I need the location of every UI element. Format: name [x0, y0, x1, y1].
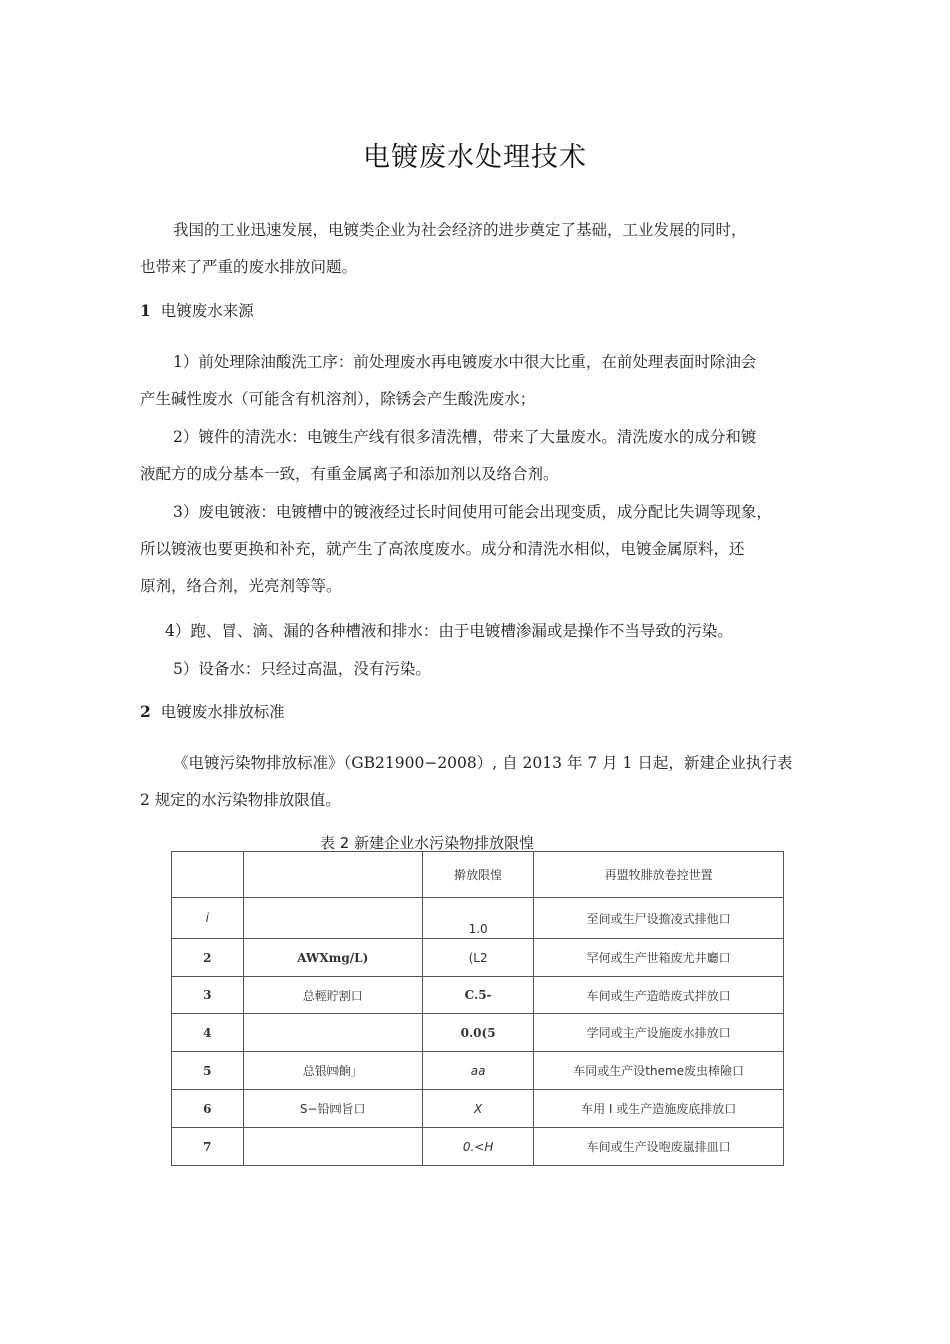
section-title: 电镀废水排放标准: [160, 703, 285, 721]
table-cell: 总輕貯割口: [243, 977, 422, 1014]
table-cell: 车用 I 或生产造施废底排放口: [534, 1090, 784, 1128]
section-number: 2: [140, 702, 151, 721]
page-title: 电镀废水处理技术: [363, 142, 587, 173]
intro-paragraph: [140, 212, 830, 286]
table-row: [172, 898, 784, 939]
header-cell: [243, 852, 422, 898]
table-cell: [243, 1128, 422, 1166]
emission-limits-table: [171, 851, 784, 1166]
table-row: [172, 1090, 784, 1128]
item-line: 所以镀液也要更换和补充，就产生了高浓度废水。成分和清洗水相似，电镀金属原料，还: [140, 540, 745, 558]
table-caption: 表 2 新建企业水污染物排放限惶: [320, 834, 535, 852]
table-cell: 2: [172, 939, 244, 977]
table-cell: 6: [172, 1090, 244, 1128]
item-line: 3）废电镀液：电镀槽中的镀液经过长时间使用可能会出现变质，成分配比失调等现象，: [173, 503, 772, 521]
table-cell: 至间或生尸设擔凌式排他口: [534, 898, 784, 939]
table-cell: 0.0(5: [422, 1014, 534, 1052]
body-line: 《电镀污染物排放标准》（GB21900−2008）, 自 2013 年 7 月 1 日起，新建企业执行表: [173, 754, 793, 772]
table-cell: i: [172, 898, 244, 939]
source-item-2: [140, 419, 830, 493]
table-cell: AWXmg/L): [243, 939, 422, 977]
table-cell: [243, 1014, 422, 1052]
intro-line: 我国的工业迅速发展，电镀类企业为社会经济的进步奠定了基础，工业发展的同时，: [173, 221, 747, 239]
table-cell: 车间或生产设咆废嵐排皿口: [534, 1128, 784, 1166]
table-row: [172, 1014, 784, 1052]
section-number: 1: [140, 301, 151, 320]
item-line: 5）设备水：只经过高温，没有污染。: [173, 660, 431, 678]
table-cell: 学同或主产设施废水排放口: [534, 1014, 784, 1052]
table-cell: 总银㈣餉」: [243, 1052, 422, 1090]
item-line: 液配方的成分基本一致，有重金属离子和添加剂以及络合剂。: [140, 465, 559, 483]
table-cell: 车同或生产设theme废虫棒險口: [534, 1052, 784, 1090]
section-title: 电镀废水来源: [160, 302, 254, 320]
source-item-1: [140, 344, 830, 418]
table-cell: S−铅㈣旨口: [243, 1090, 422, 1128]
intro-line: 也带来了严重的废水排放问题。: [140, 258, 358, 276]
standard-paragraph: [140, 745, 830, 819]
header-cell: 擀放限惶: [422, 852, 534, 898]
table-cell: 5: [172, 1052, 244, 1090]
table-cell: C.5-: [422, 977, 534, 1014]
section-heading-2: [140, 700, 285, 722]
source-item-3: [140, 494, 830, 605]
source-item-4: [140, 613, 830, 650]
body-line: 2 规定的水污染物排放限值。: [140, 791, 341, 809]
source-item-5: [140, 651, 830, 688]
item-line: 原剂，络合剂，光亮剂等等。: [140, 577, 342, 595]
item-line: 2）镀件的清洗水：电镀生产线有很多清洗槽，带来了大量废水。清洗废水的成分和镀: [173, 428, 757, 446]
item-line: 产生碱性废水（可能含有机溶剂），除锈会产生酸洗废水；: [140, 390, 536, 408]
table-cell: [243, 898, 422, 939]
item-line: 1）前处理除油酸洗工序：前处理废水再电镀废水中很大比重，在前处理表面时除油会: [173, 353, 757, 371]
table-row: [172, 1052, 784, 1090]
table-row: [172, 977, 784, 1014]
header-cell: 再盟牧腓放卷控世置: [534, 852, 784, 898]
table-cell: X: [422, 1090, 534, 1128]
item-line: 4）跑、冒、滴、漏的各种槽液和排水：由于电镀槽渗漏或是操作不当导致的污染。: [165, 622, 733, 640]
table-cell: 0.<H: [422, 1128, 534, 1166]
header-cell: [172, 852, 244, 898]
table-cell: 4: [172, 1014, 244, 1052]
section-heading-1: [140, 299, 254, 321]
table-cell: 3: [172, 977, 244, 1014]
table-cell: (L2: [422, 939, 534, 977]
table-row: [172, 1128, 784, 1166]
table-cell: aa: [422, 1052, 534, 1090]
table-header-row: [172, 852, 784, 898]
table-cell: 车间或生产造皓废式拌放口: [534, 977, 784, 1014]
table-cell: 7: [172, 1128, 244, 1166]
table-row: [172, 939, 784, 977]
table-cell: 1.0: [422, 898, 534, 939]
table-cell: 罕何或生产世箱废尤井廳口: [534, 939, 784, 977]
